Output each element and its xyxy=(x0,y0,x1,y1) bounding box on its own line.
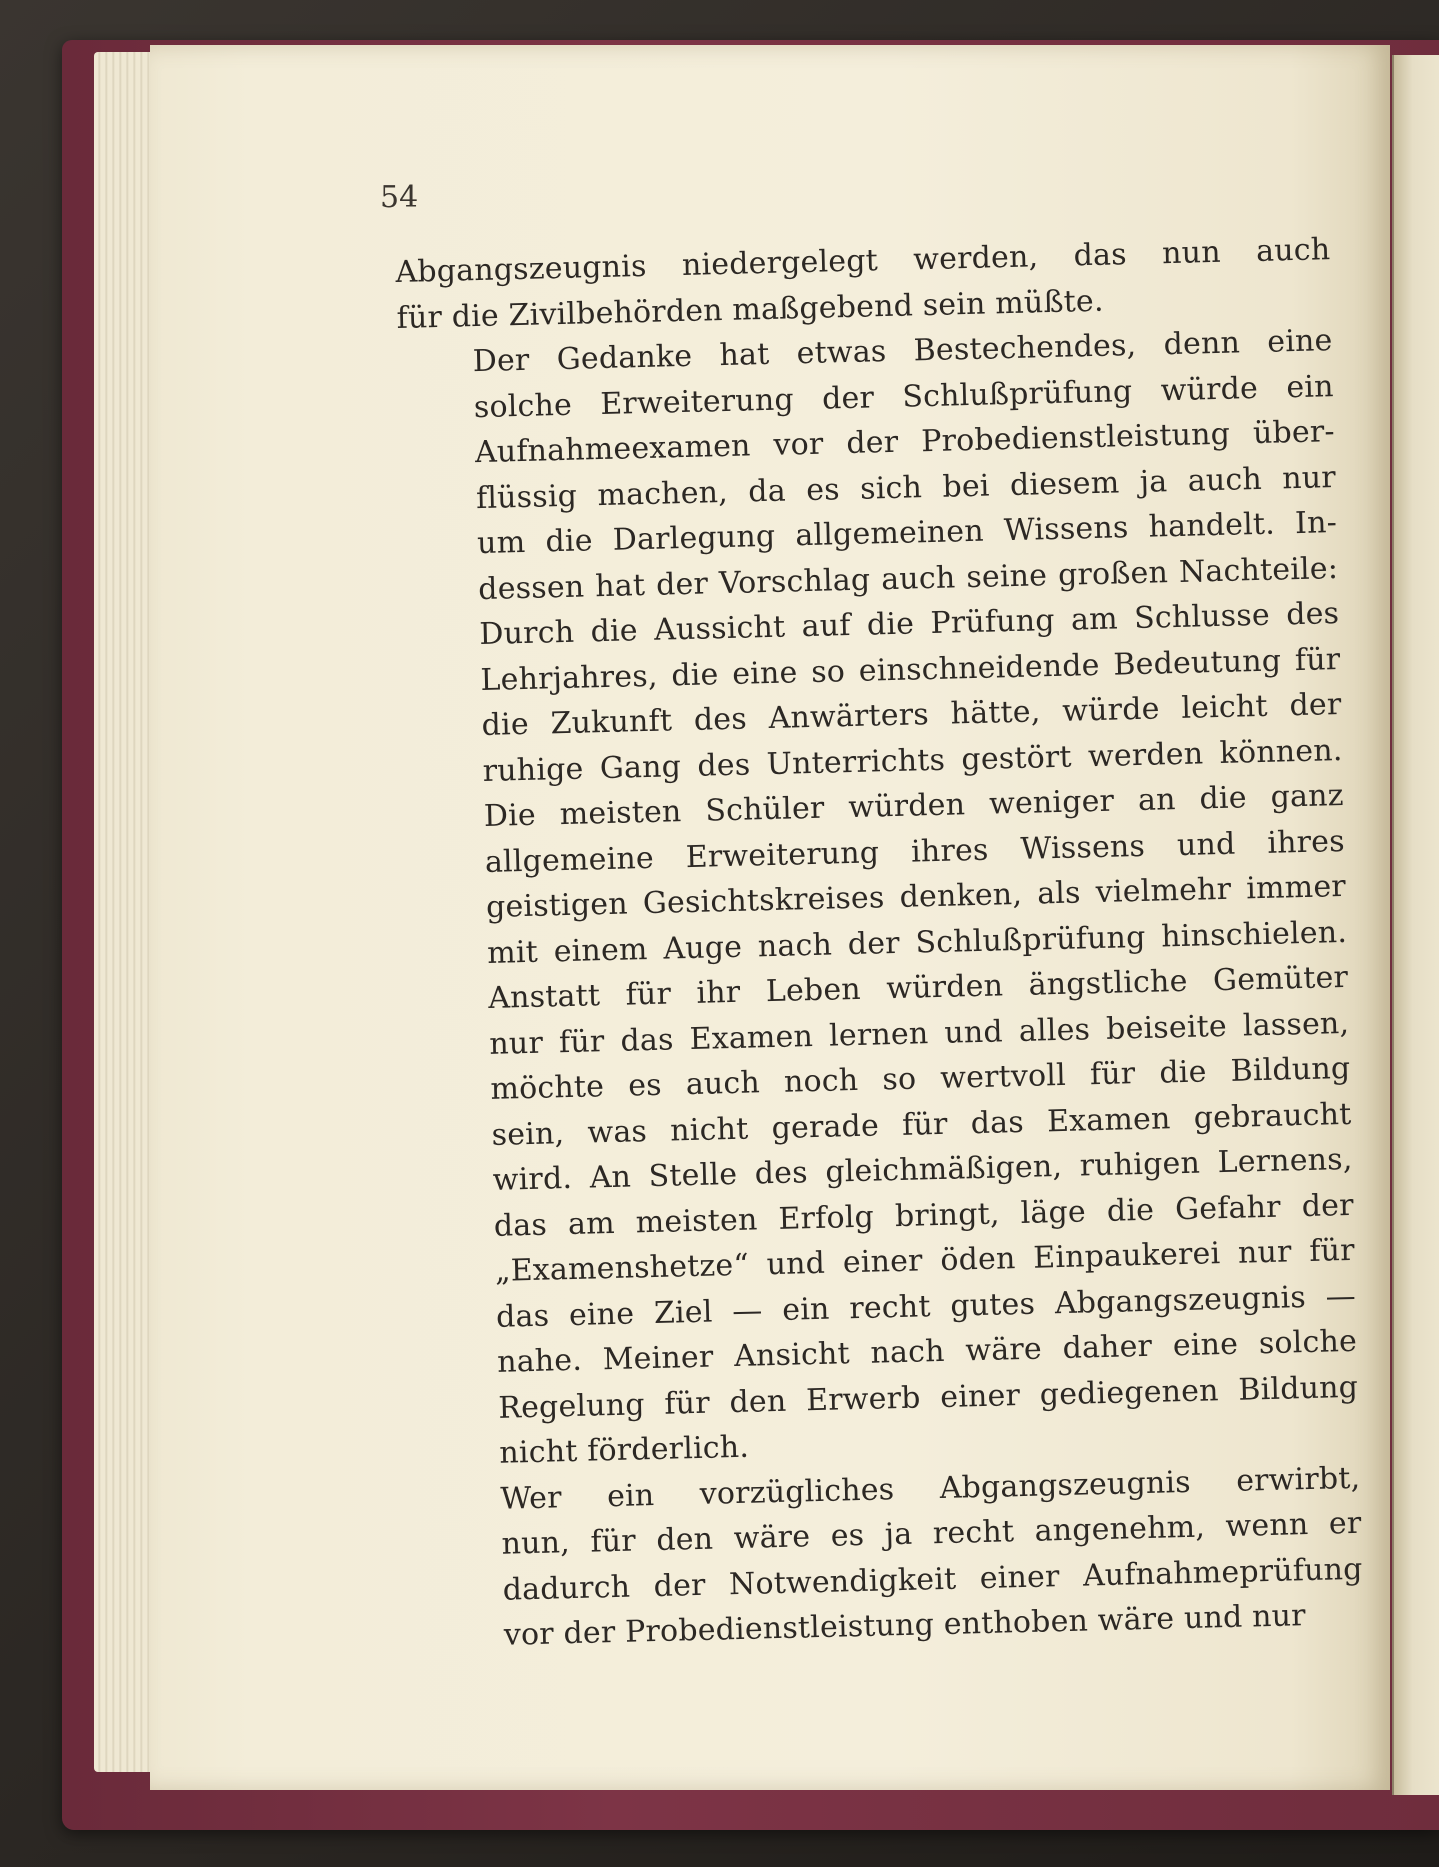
text-line: um die Darlegung allgemeinen Wissens handelt. In- xyxy=(476,505,1338,562)
body-text xyxy=(395,227,1364,1660)
page-number: 54 xyxy=(380,180,419,215)
text-line: das eine Ziel — ein recht gutes Abgangszeugnis — xyxy=(495,1278,1357,1335)
text-line: nicht förderlich. xyxy=(499,1429,750,1471)
text-line: dessen hat der Vorschlag auch seine großen Nachteile: xyxy=(477,550,1339,607)
text-line: dadurch der Notwendigkeit einer Aufnahmeprüfung xyxy=(502,1551,1363,1608)
text-line: wird. An Stelle des gleichmäßigen, ruhigen Lernens, xyxy=(492,1141,1353,1198)
text-line: solche Erweiterung der Schlußprüfung würde ein xyxy=(473,368,1335,425)
text-line: nur für das Examen lernen und alles beiseite lassen, xyxy=(488,1005,1350,1062)
text-line: allgemeine Erweiterung ihres Wissens und ihres xyxy=(484,823,1346,880)
text-line: „Examenshetze“ und einer öden Einpaukerei nur für xyxy=(494,1232,1356,1289)
text-line: Anstatt für ihr Leben würden ängstliche Gemüter xyxy=(487,959,1349,1016)
text-line: geistigen Gesichtskreises denken, als vielmehr immer xyxy=(485,868,1347,925)
paragraph xyxy=(397,318,1360,1478)
text-line: nahe. Meiner Ansicht nach wäre daher eine solche xyxy=(496,1323,1358,1380)
text-line: das am meisten Erfolg bringt, läge die Gefahr der xyxy=(493,1187,1355,1244)
text-line: die Zukunft des Anwärters hätte, würde leicht der xyxy=(481,687,1342,744)
text-line: vor der Probedienstleistung enthoben wäre und nur xyxy=(503,1598,1307,1653)
text-line: Lehrjahres, die eine so einschneidende Bedeutung für xyxy=(480,641,1341,698)
text-line: nun, für den wäre es ja recht angenehm, wenn er xyxy=(501,1505,1362,1562)
text-line: Abgangszeugnis niedergelegt werden, das nun auch xyxy=(395,232,1331,290)
text-line: flüssig machen, da es sich bei diesem ja auch nur xyxy=(475,459,1337,516)
text-line: sein, was nicht gerade für das Examen gebraucht xyxy=(491,1096,1352,1153)
text-line: Durch die Aussicht auf die Prüfung am Schlusse des xyxy=(478,596,1340,653)
text-line: Die meisten Schüler würden weniger an die ganz xyxy=(483,777,1345,834)
text-line: Wer ein vorzügliches Abgangszeugnis erwirbt, xyxy=(500,1460,1361,1517)
paragraph xyxy=(425,1455,1364,1660)
facing-page-edge xyxy=(1392,55,1439,1795)
text-line: für die Zivilbehörden maßgebend sein müßte. xyxy=(396,283,1105,336)
text-line: Aufnahmeexamen vor der Probedienstleistung über- xyxy=(474,414,1336,471)
text-line: möchte es auch noch so wertvoll für die Bildung xyxy=(490,1050,1351,1107)
text-line: ruhige Gang des Unterrichts gestört werden können. xyxy=(482,732,1343,789)
text-line: Regelung für den Erwerb einer gediegenen Bildung xyxy=(497,1369,1359,1426)
text-line: mit einem Auge nach der Schlußprüfung hinschielen. xyxy=(486,914,1348,971)
text-line: Der Gedanke hat etwas Bestechendes, denn eine xyxy=(472,323,1333,380)
